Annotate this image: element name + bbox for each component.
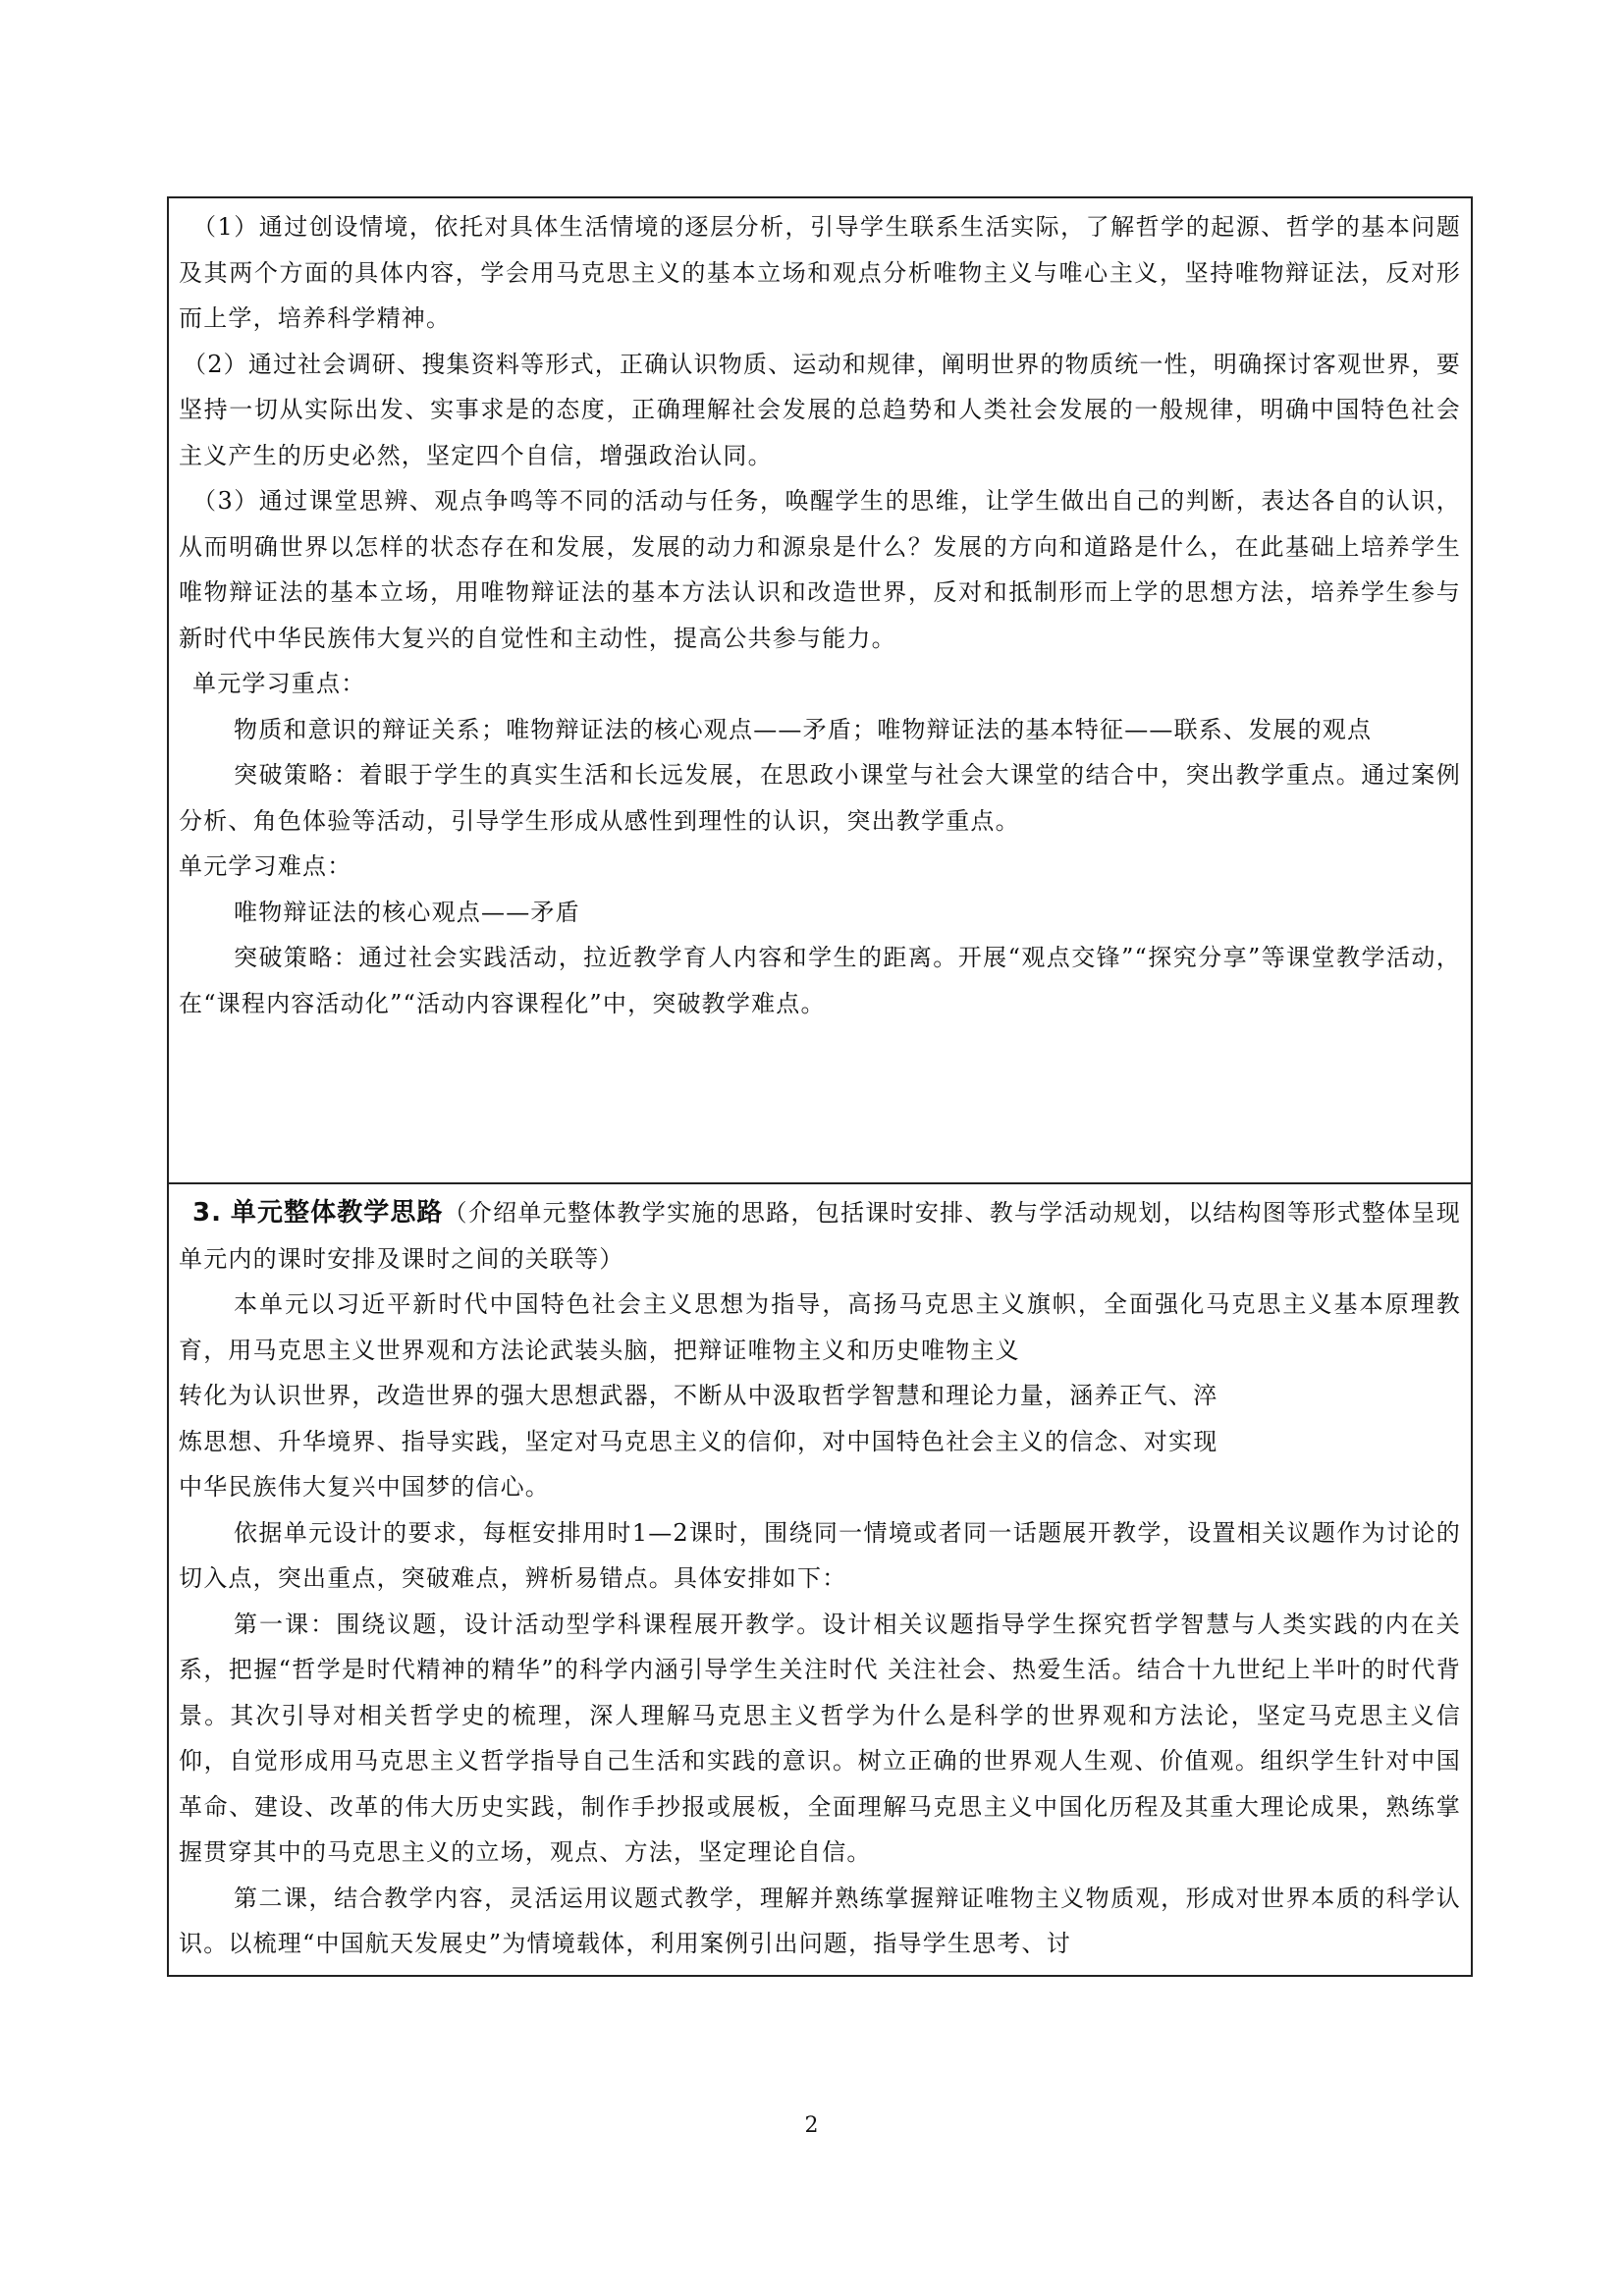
focus-text: 物质和意识的辩证关系；唯物辩证法的核心观点——矛盾；唯物辩证法的基本特征——联系、发展的观点 (234, 715, 1373, 743)
approach-paragraph-1-line-4: 中华民族伟大复兴中国梦的信心。 (179, 1473, 550, 1501)
page-number: 2 (804, 2113, 819, 2138)
section-note: （介绍单元整体教学实施的思路，包括课时安排、教与学活动规划，以结构图等形式整体呈现单元内的课时安排及课时之间的关联等） (179, 1199, 1461, 1273)
document-table (167, 196, 1473, 1977)
approach-paragraph-2: 依据单元设计的要求，每框安排用时1—2课时，围绕同一情境或者同一话题展开教学，设置相关议题作为讨论的切入点，突出重点，突破难点，辨析易错点。具体安排如下： (179, 1518, 1461, 1592)
objective-paragraph-3: （3）通过课堂思辨、观点争鸣等不同的活动与任务，唤醒学生的思维，让学生做出自己的判断，表达各自的认识，从而明确世界以怎样的状态存在和发展，发展的动力和源泉是什么？发展的方向和道路是什么，在此基础上培养学生唯物辩证法的基本立场，用唯物辩证法的基本方法认识和改造世界，反对和抵制形而上学的思想方法，培养学生参与新时代中华民族伟大复兴的自觉性和主动性，提高公共参与能力。 (179, 487, 1461, 652)
approach-paragraph-3: 第一课：围绕议题，设计活动型学科课程展开教学。设计相关议题指导学生探究哲学智慧与人类实践的内在关系，把握“哲学是时代精神的精华”的科学内涵引导学生关注时代 关注社会、热爱生活。结合十九世纪上半叶的时代背景。其次引导对相关哲学史的梳理，深人理解马克思主义哲学为什么是科学的世界观和方法论，坚定马克思主义信仰，自觉形成用马克思主义哲学指导自己生活和实践的意识。树立正确的世界观人生观、价值观。组织学生针对中国革命、建设、改革的伟大历史实践，制作手抄报或展板，全面理解马克思主义中国化历程及其重大理论成果，熟练掌握贯穿其中的马克思主义的立场，观点、方法，坚定理论自信。 (179, 1610, 1461, 1866)
approach-paragraph-1: 本单元以习近平新时代中国特色社会主义思想为指导，高扬马克思主义旗帜，全面强化马克思主义基本原理教育，用马克思主义世界观和方法论武装头脑，把辩证唯物主义和历史唯物主义 (179, 1290, 1461, 1364)
difficulty-text: 唯物辩证法的核心观点——矛盾 (234, 898, 580, 926)
table-cell-teaching-approach (168, 1183, 1472, 1976)
table-cell-objectives (168, 197, 1472, 1183)
approach-paragraph-4: 第二课，结合教学内容，灵活运用议题式教学，理解并熟练掌握辩证唯物主义物质观，形成对世界本质的科学认识。以梳理“中国航天发展史”为情境载体，利用案例引出问题，指导学生思考、讨 (179, 1884, 1461, 1957)
section-title: 单元整体教学思路 (230, 1198, 444, 1228)
approach-paragraph-1-line-3: 炼思想、升华境界、指导实践，坚定对马克思主义的信仰，对中国特色社会主义的信念、对实现 (179, 1427, 1218, 1455)
table-row (168, 1183, 1472, 1976)
focus-strategy: 突破策略：着眼于学生的真实生活和长远发展，在思政小课堂与社会大课堂的结合中，突出教学重点。通过案例分析、角色体验等活动，引导学生形成从感性到理性的认识，突出教学重点。 (179, 761, 1461, 835)
section-heading (179, 1190, 1461, 1282)
difficulty-strategy: 突破策略：通过社会实践活动，拉近教学育人内容和学生的距离。开展“观点交锋”“探究分享”等课堂教学活动，在“课程内容活动化”“活动内容课程化”中，突破教学难点。 (179, 944, 1461, 1017)
table-row (168, 197, 1472, 1183)
objective-paragraph-1: （1）通过创设情境，依托对具体生活情境的逐层分析，引导学生联系生活实际，了解哲学的起源、哲学的基本问题及其两个方面的具体内容，学会用马克思主义的基本立场和观点分析唯物主义与唯心主义，坚持唯物辩证法，反对形而上学，培养科学精神。 (179, 213, 1461, 332)
difficulty-heading: 单元学习难点： (179, 852, 352, 880)
focus-heading: 单元学习重点： (192, 670, 366, 697)
objective-paragraph-2: （2）通过社会调研、搜集资料等形式，正确认识物质、运动和规律，阐明世界的物质统一性，明确探讨客观世界，要坚持一切从实际出发、实事求是的态度，正确理解社会发展的总趋势和人类社会发展的一般规律，明确中国特色社会主义产生的历史必然，坚定四个自信，增强政治认同。 (179, 350, 1461, 469)
section-number: 3. (192, 1198, 222, 1228)
approach-paragraph-1-line-2: 转化为认识世界，改造世界的强大思想武器，不断从中汲取哲学智慧和理论力量，涵养正气、淬 (179, 1382, 1218, 1409)
